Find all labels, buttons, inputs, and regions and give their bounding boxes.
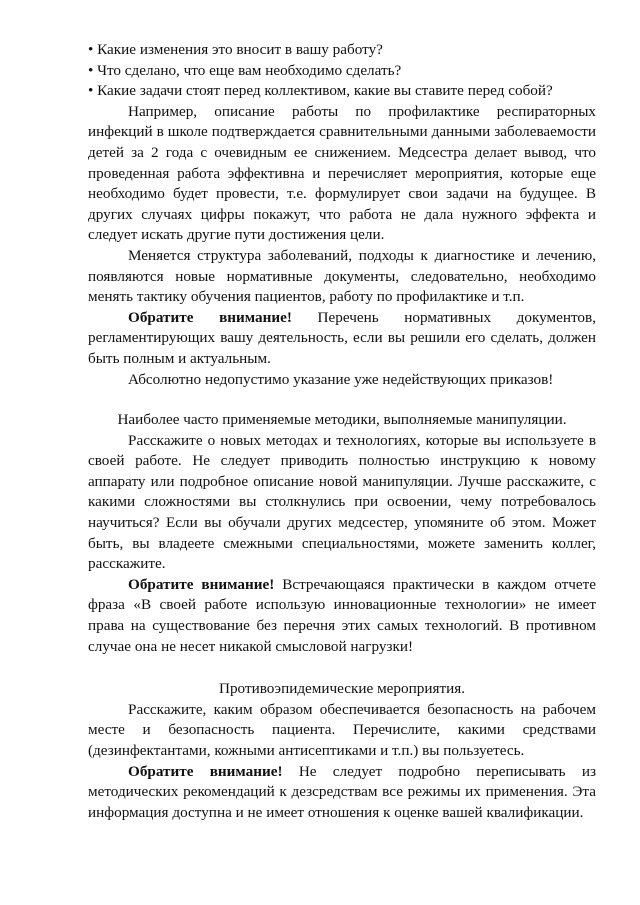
note-paragraph (88, 308, 596, 370)
document-body (88, 40, 596, 823)
note-text: Перечень нормативных документов, регламентирующих вашу деятельность, если вы решили его сделать, должен быть полным и актуальным. (88, 308, 596, 367)
note-text: Не следует подробно переписывать из методических рекомендаций к дезсредствам все режимы их применения. Эта информация доступна и не имеет отношения к оценке вашей квалификации. (88, 762, 596, 821)
section-heading: Наиболее часто применяемые методики, выполняемые манипуляции. (117, 411, 567, 429)
note-label: Обратите внимание! (128, 575, 275, 593)
paragraph-example: Например, описание работы по профилактике респираторных инфекций в школе подтверждается сравнительными данными заболеваемости детей за 2 года с очевидным ее снижением. Медсестра делает вывод, что проведенная работа эффективна и перечисляет мероприятия, которые еще необходимо будет провести, т.е. формулирует свои задачи на будущее. В других случаях цифры покажут, что работа не дала нужного эффекта и следует искать другие пути достижения цели. (88, 102, 596, 244)
note-label: Обратите внимание! (128, 762, 283, 780)
note-paragraph (88, 762, 596, 824)
paragraph-warning: Абсолютно недопустимо указание уже недействующих приказов! (128, 370, 554, 388)
bullet-item: • Какие изменения это вносит в вашу работу? (88, 41, 383, 58)
note-label: Обратите внимание! (128, 308, 292, 326)
note-paragraph (88, 575, 596, 657)
bullet-item: • Что сделано, что еще вам необходимо сделать? (88, 61, 402, 79)
paragraph-changes: Меняется структура заболеваний, подходы к диагностике и лечению, появляются новые нормативные документы, следовательно, необходимо менять тактику обучения пациентов, работу по профилактике и т.п. (88, 246, 596, 306)
paragraph-safety: Расскажите, каким образом обеспечивается безопасность на рабочем месте и безопасность пациента. Перечислите, какими средствами (дезинфектантами, кожными антисептиками и т.п.) вы пользуетесь. (88, 700, 596, 759)
bullet-item: • Какие задачи стоят перед коллективом, какие вы ставите перед собой? (88, 82, 553, 100)
note-text: Встречающаяся практически в каждом отчете фраза «В своей работе использую инновационные технологии» не имеет права на существование без перечня этих самых технологий. В противном случае она не несет никакой смысловой нагрузки! (88, 575, 596, 655)
paragraph-methods: Расскажите о новых методах и технологиях, которые вы используете в своей работе. Не следует приводить полностью инструкцию к новому аппарату или подробное описание новой манипуляции. Лучше расскажите, с какими сложностями вы столкнулись при освоении, чему потребовалось научиться? Если вы обучали других медсестер, упомяните об этом. Может быть, вы владеете смежными специальностями, можете заменить коллег, расскажите. (88, 431, 596, 573)
spacer (88, 657, 596, 679)
spacer (88, 390, 596, 410)
section-heading: Противоэпидемические мероприятия. (218, 680, 465, 698)
